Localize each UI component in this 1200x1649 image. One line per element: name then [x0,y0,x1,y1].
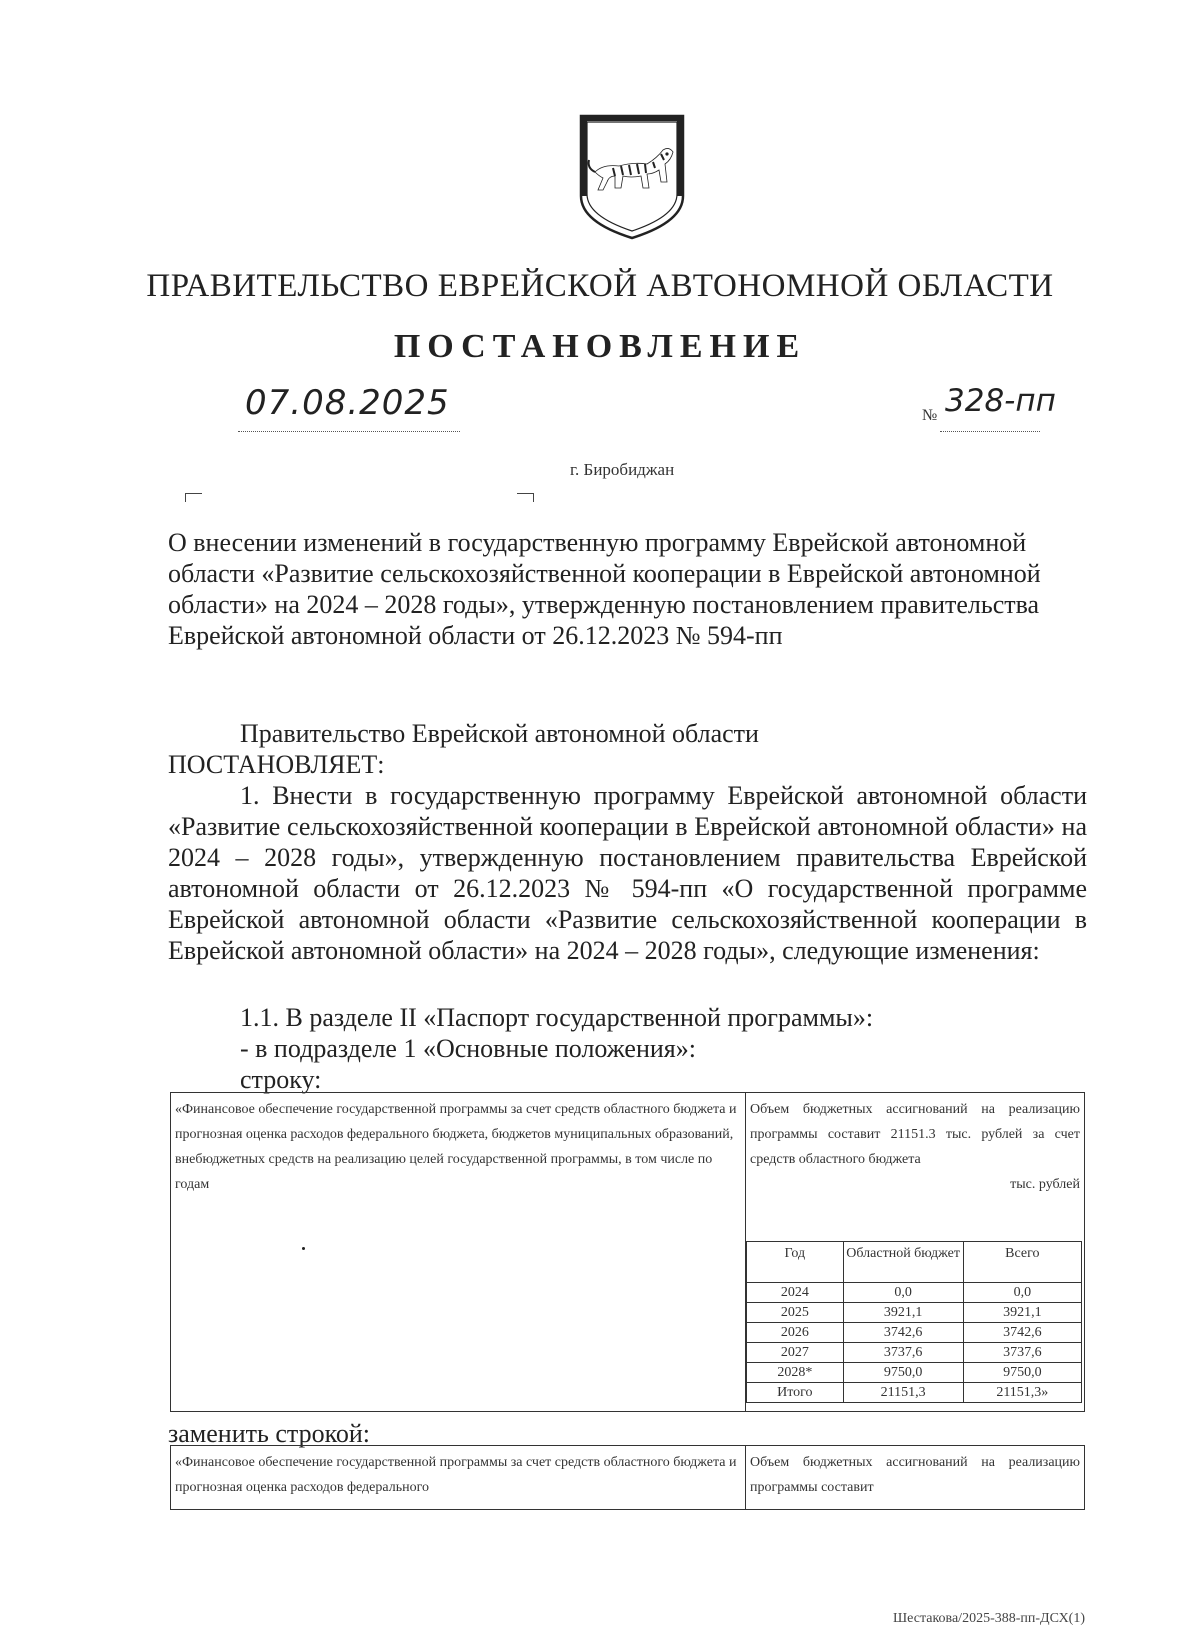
item-1: 1. Внести в государственную программу Еврейской автономной области «Развитие сельскохозяйственной кооперации в Еврейской автономной области» на 2024 – 2028 годы», утвержденную постановлением правительства Еврейской автономной области от 26.12.2023 № 594-пп «О государственной программе Еврейской автономной области «Развитие сельскохозяйственной кооперации в Еврейской автономной области» на 2024 – 2028 годы», следующие изменения: [168,781,1087,965]
cell-year: 2027 [747,1343,844,1363]
handwritten-date: 07.08.2025 [245,383,450,423]
cell-total: 0,0 [963,1283,1081,1303]
cell-regional: 3742,6 [843,1323,963,1343]
new-row-table [170,1445,1085,1510]
old-row-right-cell [746,1093,1084,1411]
old-row-right-text: Объем бюджетных ассигнований на реализацию программы составит 21151.3 тыс. рублей за счет средств областного бюджета [750,1102,1080,1167]
handwritten-number: 328-пп [945,383,1056,419]
subject-corner-left [185,493,202,502]
cell-total: 21151,3» [963,1383,1081,1403]
new-row-right-cell [746,1446,1084,1509]
old-row-left-cell: «Финансовое обеспечение государственной программы за счет средств областного бюджета и прогнозная оценка расходов федерального бюджета, бюджетов муниципальных образований, внебюджетных средств на реализацию целей государственной программы, в том числе по годам [171,1093,746,1411]
old-row-table [170,1092,1085,1412]
column-header-total: Всего [963,1242,1081,1283]
cell-regional: 3737,6 [843,1343,963,1363]
table-row [747,1343,1082,1363]
cell-total: 9750,0 [963,1363,1081,1383]
document-subject: О внесении изменений в государственную программу Еврейской автономной области «Развитие сельскохозяйственной кооперации в Еврейской автономной области» на 2024 – 2028 годы», утвержденную постановлением правительства Еврейской автономной области от 26.12.2023 № 594-пп [168,528,1041,650]
number-label: № [922,407,938,424]
financing-header-row [747,1242,1082,1283]
cell-year: Итого [747,1383,844,1403]
date-underline [238,431,460,432]
cell-regional: 0,0 [843,1283,963,1303]
financing-table [746,1241,1082,1403]
cell-total: 3742,6 [963,1323,1081,1343]
cell-regional: 3921,1 [843,1303,963,1323]
cell-regional: 21151,3 [843,1383,963,1403]
stray-mark [302,1247,305,1250]
coat-of-arms-emblem [573,110,691,242]
government-intro: Правительство Еврейской автономной области [240,719,759,748]
table-row [747,1303,1082,1323]
cell-year: 2024 [747,1283,844,1303]
document-type: ПОСТАНОВЛЕНИЕ [393,328,807,365]
cell-year: 2026 [747,1323,844,1343]
subsection-line: - в подразделе 1 «Основные положения»: [240,1034,696,1063]
table-row-total [747,1383,1082,1403]
cell-year: 2025 [747,1303,844,1323]
cell-total: 3921,1 [963,1303,1081,1323]
cell-regional: 9750,0 [843,1363,963,1383]
decree-word: ПОСТАНОВЛЯЕТ: [168,750,385,779]
column-header-year: Год [747,1242,844,1283]
table-row [747,1363,1082,1383]
number-underline [940,431,1040,432]
document-footer-code: Шестакова/2025-388-пп-ДСХ(1) [893,1611,1085,1626]
cell-year: 2028* [747,1363,844,1383]
row-label: строку: [240,1065,322,1094]
subject-corner-right [517,493,534,502]
government-title: ПРАВИТЕЛЬСТВО ЕВРЕЙСКОЙ АВТОНОМНОЙ ОБЛАСТИ [146,268,1054,304]
item-1-1: 1.1. В разделе II «Паспорт государственной программы»: [240,1003,874,1032]
city: г. Биробиджан [570,460,675,479]
replace-label: заменить строкой: [168,1419,371,1448]
column-header-regional-budget: Областной бюджет [843,1242,963,1283]
cell-total: 3737,6 [963,1343,1081,1363]
table-row [747,1283,1082,1303]
new-row-right-text: Объем бюджетных ассигнований на реализацию программы составит [750,1455,1080,1495]
table-row [747,1323,1082,1343]
new-row-left-cell: «Финансовое обеспечение государственной программы за счет средств областного бюджета и прогнозная оценка расходов федерального [171,1446,746,1509]
units-label: тыс. рублей [1010,1177,1080,1192]
